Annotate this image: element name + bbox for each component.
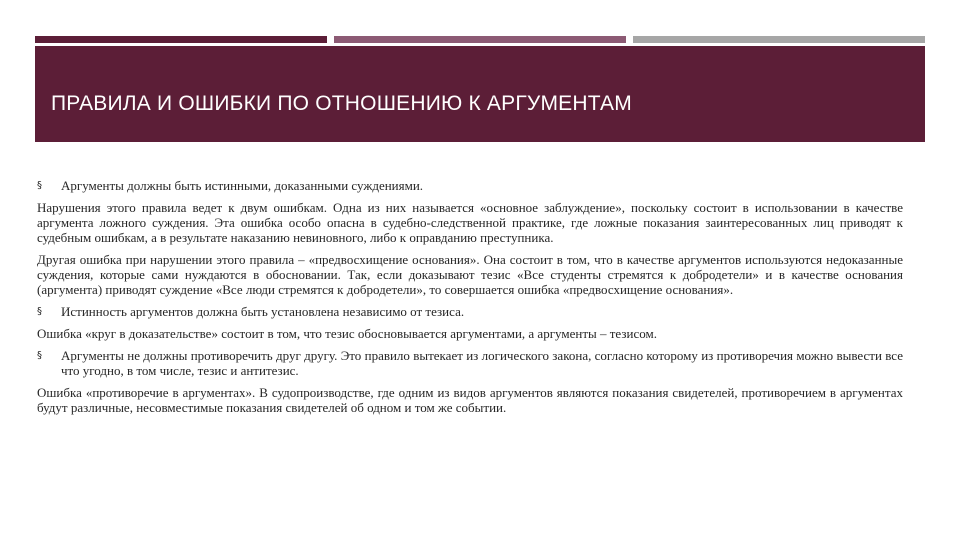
square-bullet-icon: § [37, 350, 42, 361]
bullet-item-1 [37, 178, 903, 193]
paragraph-2: Другая ошибка при нарушении этого правила – «предвосхищение основания». Она состоит в том, что в качестве аргументов используются недоказанные суждения, которые сами нуждаются в обосновании. Так, если доказывают тезис «Все студенты стремятся к добродетели» и в качестве основания (аргумента) приводят суждение «Все люди стремятся к добродетели», то совершается ошибка «предвосхищение основания». [37, 252, 903, 297]
bullet-item-3 [37, 348, 903, 378]
paragraph-4: Ошибка «противоречие в аргументах». В судопроизводстве, где одним из видов аргументов являются показания свидетелей, противоречием в аргументах будут различные, несовместимые показания свидетелей об одном и том же событии. [37, 385, 903, 415]
title-bar [35, 46, 925, 142]
bullet-text-1: Аргументы должны быть истинными, доказанными суждениями. [61, 178, 424, 193]
bullet-item-2 [37, 304, 903, 319]
header-stripe-1 [35, 36, 327, 43]
paragraph-3: Ошибка «круг в доказательстве» состоит в том, что тезис обосновывается аргументами, а аргументы – тезисом. [37, 326, 657, 341]
bullet-text-3: Аргументы не должны противоречить друг другу. Это правило вытекает из логического закона, согласно которому из противоречия можно вывести все что угодно, в том числе, тезис и антитезис. [61, 348, 903, 378]
square-bullet-icon: § [37, 180, 42, 191]
bullet-text-2: Истинность аргументов должна быть установлена независимо от тезиса. [61, 304, 465, 319]
slide-content [37, 178, 903, 422]
square-bullet-icon: § [37, 306, 42, 317]
paragraph-1: Нарушения этого правила ведет к двум ошибкам. Одна из них называется «основное заблуждение», поскольку состоит в использовании в качестве аргумента ложного суждения. Эта ошибка особо опасна в судебно-следственной практике, где ложные показания заинтересованных лиц приводят к судебным ошибкам, а в результате наказанию невиновного, либо к оправданию преступника. [37, 200, 903, 245]
header-stripe-3 [633, 36, 925, 43]
header-stripe-2 [334, 36, 626, 43]
slide-title: ПРАВИЛА И ОШИБКИ ПО ОТНОШЕНИЮ К АРГУМЕНТАМ [51, 92, 632, 115]
